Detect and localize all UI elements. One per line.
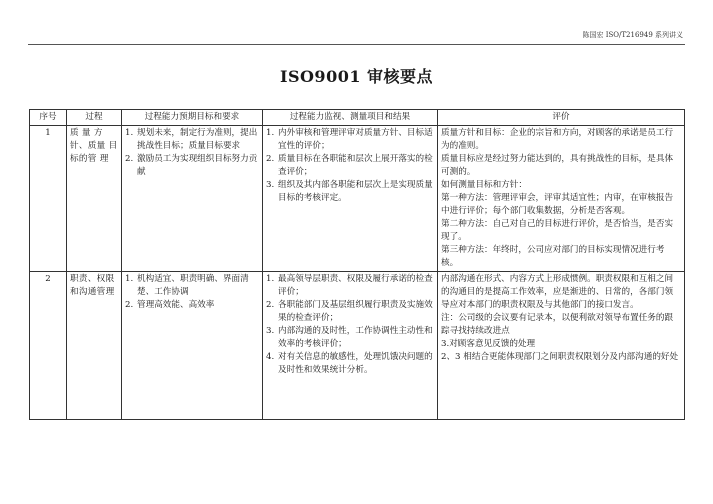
evaluation-text: 质量目标应是经过努力能达到的，具有挑战性的目标，是具体可测的。	[441, 154, 674, 177]
monitoring-cell	[263, 126, 438, 272]
evaluation-text: 质量方针和目标：企业的宗旨和方向，对顾客的承诺是员工行为的准则。	[441, 128, 674, 151]
document-title: ISO9001 审核要点	[279, 67, 434, 86]
list-item: 1. 机构适宜、职责明确、界面清楚、工作协调	[125, 274, 249, 297]
row-number: 2	[30, 272, 67, 420]
process-cell: 质 量 方 针、质量 目标的管 理	[67, 126, 122, 272]
list-item: 2. 激励员工为实现组织目标努力贡献	[125, 154, 258, 177]
audit-table	[29, 109, 685, 420]
monitoring-cell	[263, 272, 438, 420]
column-header-process: 过程	[67, 110, 122, 126]
column-header-evaluation: 评价	[438, 110, 685, 126]
evaluation-text: 第二种方法：自己对自己的目标进行评价，是否恰当，是否实现了。	[441, 219, 674, 242]
evaluation-text: 第一种方法：管理评审会，评审其适宜性；内审，在审核报告中进行评价；每个部门收集数据，分析是否客观。	[441, 193, 674, 216]
evaluation-text: 注：公司级的会议要有记录本，以便利欲对领导布置任务的跟踪寻找持续改进点	[441, 313, 674, 336]
list-item: 1. 内外审核和管理评审对质量方针、目标适宜性的评价；	[266, 128, 433, 151]
list-item: 1. 最高领导层职责、权限及履行承诺的检查评价；	[266, 274, 433, 297]
column-header-monitoring: 过程能力监视、测量项目和结果	[263, 110, 438, 126]
header-rule	[28, 44, 685, 45]
evaluation-cell	[438, 126, 685, 272]
list-item: 2. 管理高效能、高效率	[125, 300, 215, 310]
row-number: 1	[30, 126, 67, 272]
evaluation-text: 如何测量目标和方针：	[441, 180, 527, 190]
evaluation-text: 2、3 相结合更能体现部门之间职责权限划分及内部沟通的好处	[441, 352, 679, 362]
column-header-no: 序号	[30, 110, 67, 126]
table-header-row	[30, 110, 685, 126]
list-item: 3. 组织及其内部各职能和层次上是实现质量目标的考核评定。	[266, 180, 433, 203]
table-row	[30, 126, 685, 272]
evaluation-text: 3.对顾客意见反馈的处理	[441, 339, 536, 349]
goals-cell	[122, 126, 263, 272]
evaluation-text: 第三种方法：年终时，公司应对部门的目标实现情况进行考核。	[441, 245, 665, 268]
column-header-goals: 过程能力预期目标和要求	[122, 110, 263, 126]
table-row	[30, 272, 685, 420]
list-item: 2. 各职能部门及基层组织履行职责及实施效果的检查评价；	[266, 300, 433, 323]
list-item: 4. 对有关信息的敏感性，处理饥饿决问题的及时性和效果统计分析。	[266, 352, 433, 375]
evaluation-cell	[438, 272, 685, 420]
process-cell: 职责、权限和沟通管理	[67, 272, 122, 420]
list-item: 2. 质量目标在各职能和层次上展开落实的检查评价；	[266, 154, 433, 177]
header-text: 陈国宏 ISO/T216949 系列讲义	[582, 31, 683, 39]
evaluation-text: 内部沟通在形式、内容方式上形成惯例。职责权限和互相之间的沟通目的是提高工作效率，应是渐进的、日常的，各部门领导应对本部门的职责权限及与其他部门的接口发言。	[441, 274, 674, 310]
goals-cell	[122, 272, 263, 420]
list-item: 1. 规划未来，制定行为准则，提出挑战性目标；质量目标要求	[125, 128, 258, 151]
list-item: 3. 内部沟通的及时性，工作协调性主动性和效率的考核评价；	[266, 326, 433, 349]
